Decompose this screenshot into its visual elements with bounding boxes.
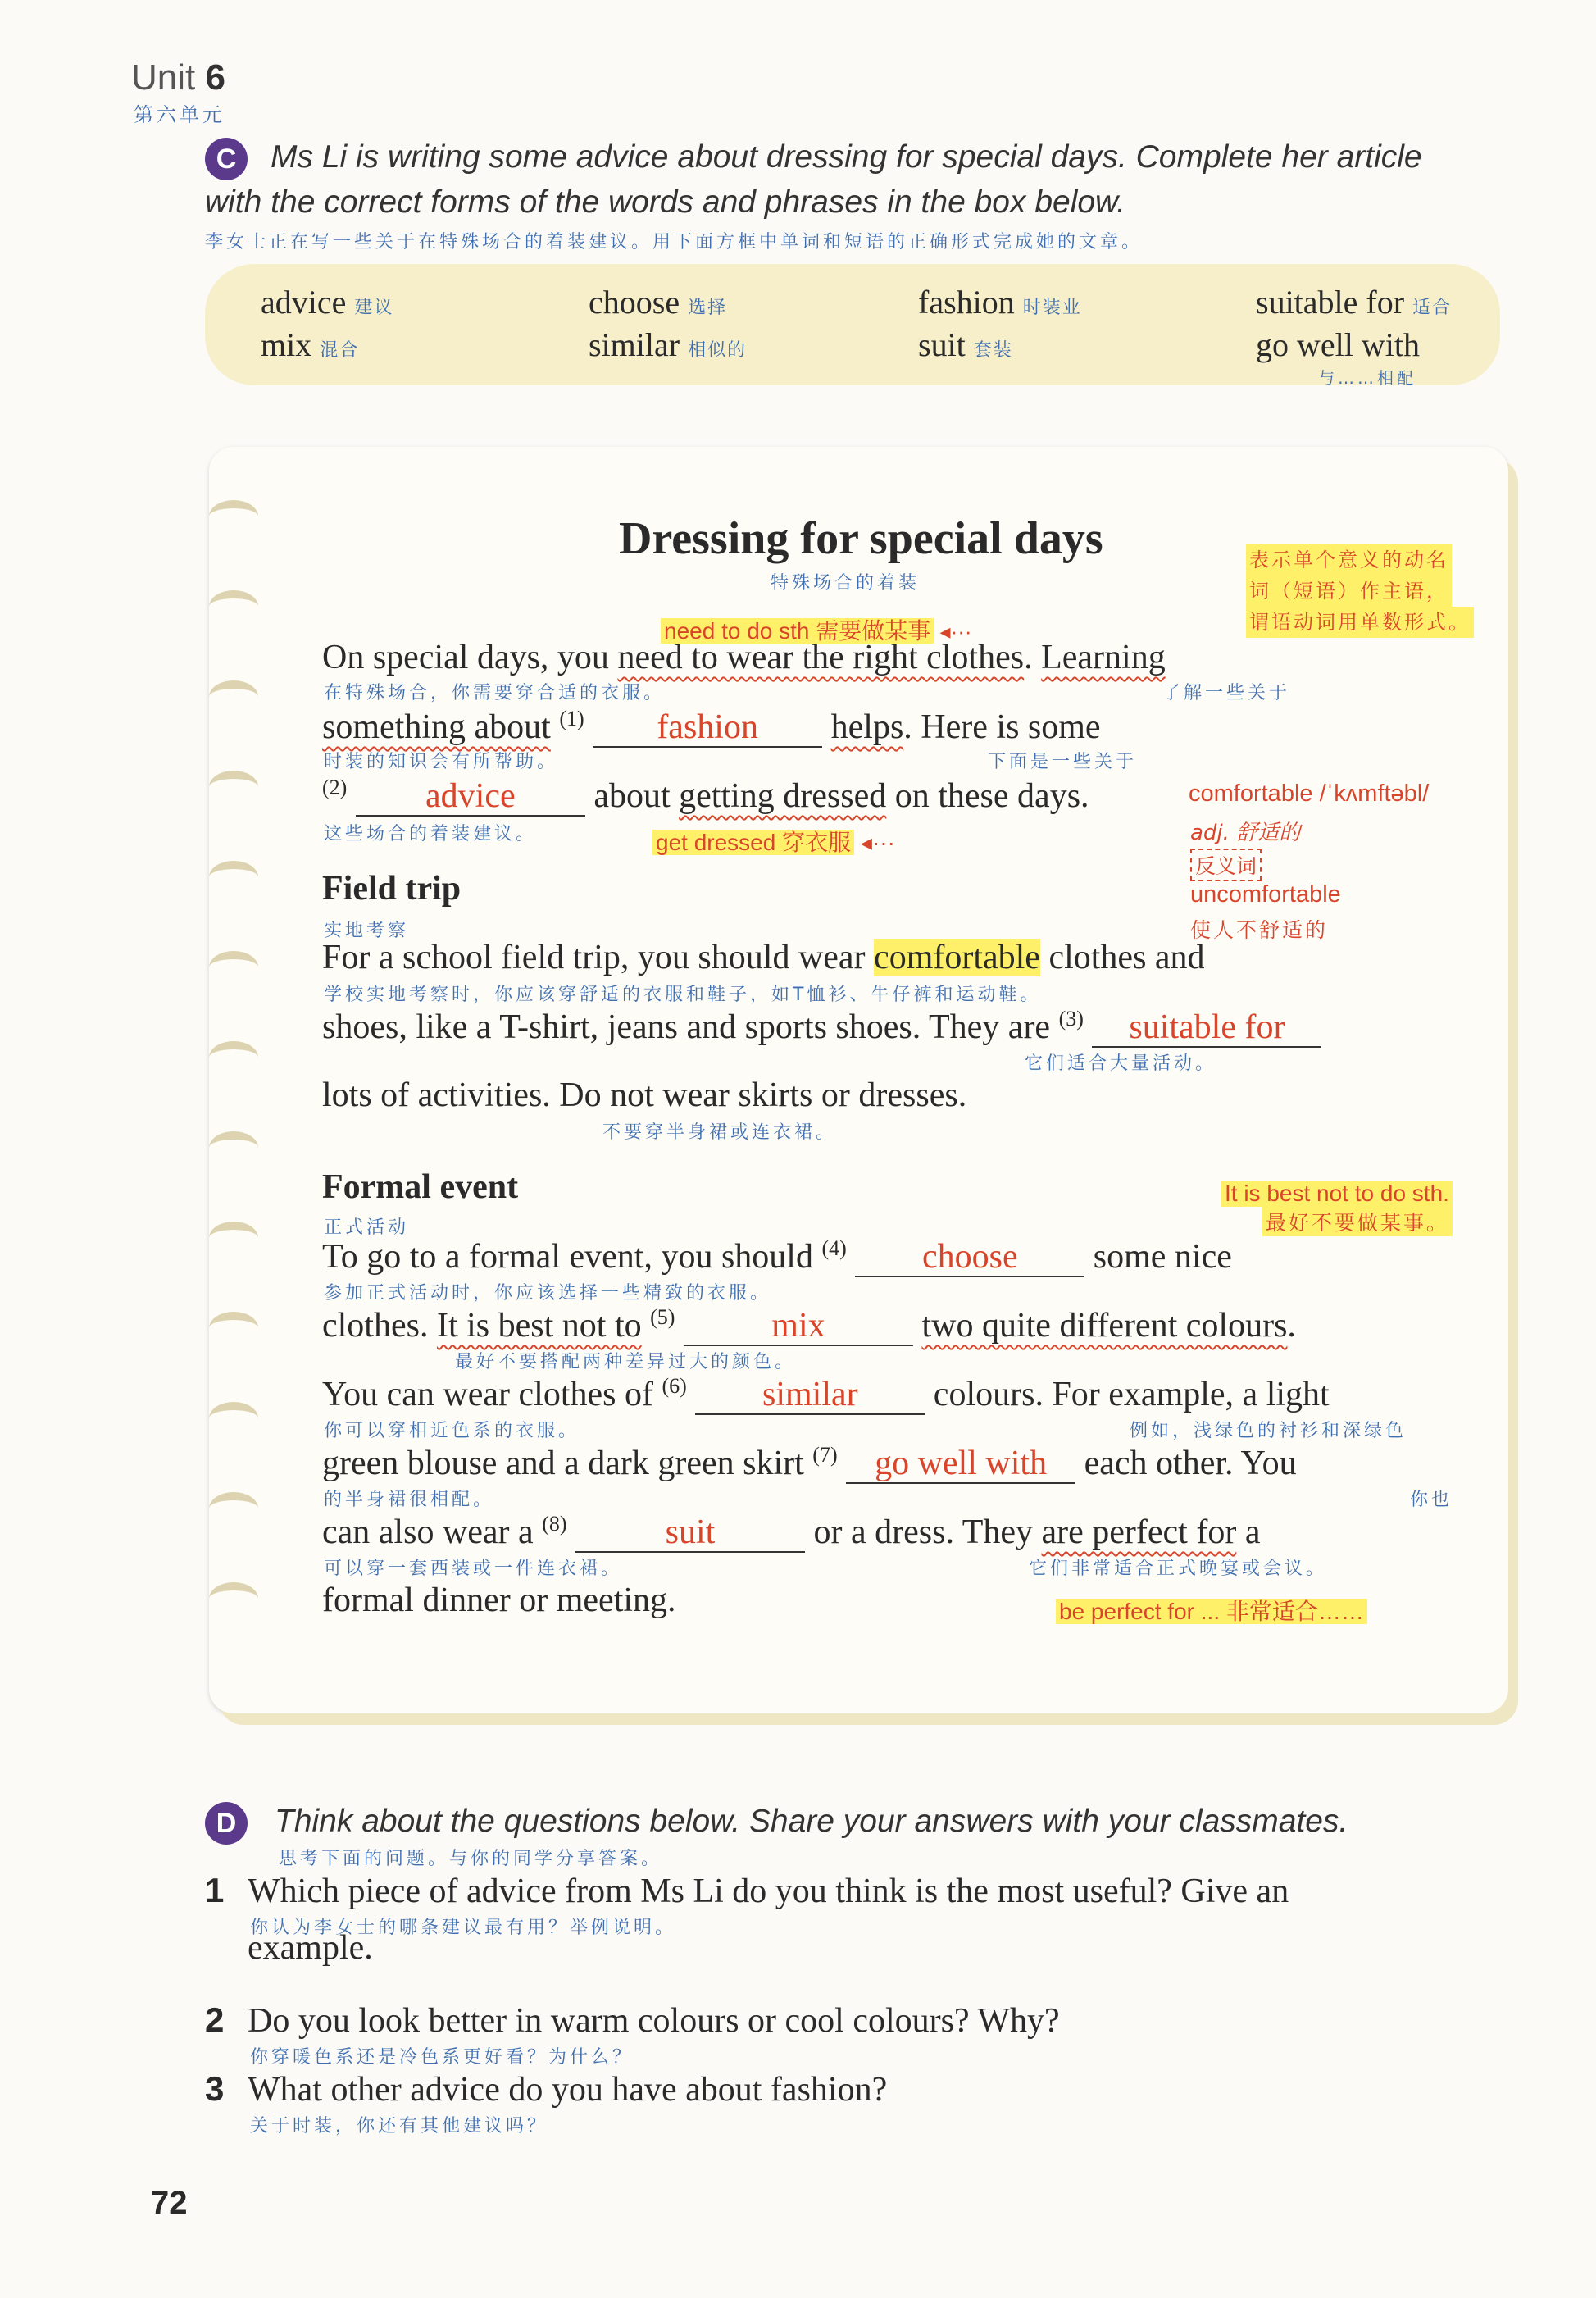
question-1-zh: 你认为李女士的哪条建议最有用？举例说明。 xyxy=(250,1918,677,1938)
formal-line-4: green blouse and a dark green skirt $^{(7)}$ go well with each other. You xyxy=(322,1443,1297,1484)
intro-zh-2b: 下面是一些关于 xyxy=(988,752,1138,772)
section-c-instruction-zh: 李女士正在写一些关于在特殊场合的着装建议。用下面方框中单词和短语的正确形式完成她的文章。 xyxy=(205,232,1144,253)
heading-formal-event: Formal event xyxy=(322,1168,519,1206)
spiral-binding xyxy=(209,500,275,1648)
field-line-1: For a school field trip, you should wear comfortable clothes and xyxy=(322,939,1205,976)
note-uncomfortable-zh: 使人不舒适的 xyxy=(1190,918,1329,942)
word-advice: advice 建议 xyxy=(261,284,394,321)
field-zh-1: 学校实地考察时，你应该穿舒适的衣服和鞋子，如T恤衫、牛仔裤和运动鞋。 xyxy=(324,985,1042,1005)
field-line-3: lots of activities. Do not wear skirts or dresses. xyxy=(322,1076,967,1114)
question-3: 3 What other advice do you have about fashion? xyxy=(205,2069,888,2109)
word-choose: choose 选择 xyxy=(589,284,728,321)
question-2-zh: 你穿暖色系还是冷色系更好看？为什么？ xyxy=(250,2047,634,2068)
answer-3[interactable]: suitable for xyxy=(1092,1008,1321,1048)
word-similar: similar 相似的 xyxy=(589,326,748,363)
unit-number: 6 xyxy=(205,57,225,98)
intro-line-2: something about $^{(1)}$ fashion helps. Here is some xyxy=(322,707,1101,748)
note-need-to: need to do sth 需要做某事 ◂··· xyxy=(661,613,972,646)
section-d-instruction-zh: 思考下面的问题。与你的同学分享答案。 xyxy=(279,1849,663,1869)
note-comfortable: comfortable /ˈkʌmftəbl/ xyxy=(1189,780,1430,807)
answer-7[interactable]: go well with xyxy=(846,1445,1075,1484)
word-suit: suit 套装 xyxy=(918,326,1013,363)
page-number: 72 xyxy=(151,2185,188,2221)
article-title-zh: 特殊场合的着装 xyxy=(771,573,921,594)
formal-zh-4b: 你也 xyxy=(1410,1490,1453,1510)
answer-2[interactable]: advice xyxy=(356,777,585,817)
note-get-dressed: get dressed 穿衣服 ◂··· xyxy=(652,825,895,858)
heading-field-trip: Field trip xyxy=(322,870,462,908)
formal-line-5: can also wear a $^{(8)}$ suit or a dress. They are perfect for a xyxy=(322,1512,1260,1553)
question-3-zh: 关于时装，你还有其他建议吗？ xyxy=(250,2116,549,2136)
intro-line-1: On special days, you need to wear the right clothes. Learning xyxy=(322,639,1166,676)
question-2: 2 Do you look better in warm colours or cool colours? Why? xyxy=(205,2000,1060,2040)
heading-field-trip-zh: 实地考察 xyxy=(324,921,410,941)
formal-line-6: formal dinner or meeting. xyxy=(322,1581,676,1619)
formal-zh-1: 参加正式活动时，你应该选择一些精致的衣服。 xyxy=(324,1283,772,1304)
intro-zh-1b: 了解一些关于 xyxy=(1162,683,1291,703)
formal-line-3: You can wear clothes of $^{(6)}$ similar colours. For example, a light xyxy=(322,1374,1330,1415)
heading-formal-event-zh: 正式活动 xyxy=(324,1217,410,1238)
answer-5[interactable]: mix xyxy=(684,1307,913,1346)
note-gerund: 表示单个意义的动名 词（短语）作主语， 谓语动词用单数形式。 xyxy=(1246,544,1474,638)
answer-1[interactable]: fashion xyxy=(593,708,822,748)
formal-zh-3: 你可以穿相近色系的衣服。 xyxy=(324,1421,580,1441)
word-go-well-with: go well with xyxy=(1256,326,1420,363)
intro-line-3: $^{(2)}$ advice about getting dressed on these days. xyxy=(322,776,1089,817)
word-mix: mix 混合 xyxy=(261,326,360,363)
answer-8[interactable]: suit xyxy=(575,1513,805,1553)
note-perfect-for: be perfect for ... 非常适合…… xyxy=(1056,1594,1367,1627)
section-c-instruction-2: with the correct forms of the words and phrases in the box below. xyxy=(205,184,1125,220)
formal-zh-5: 可以穿一套西装或一件连衣裙。 xyxy=(324,1559,623,1579)
unit-word: Unit xyxy=(131,57,196,98)
word-suitable-for: suitable for 适合 xyxy=(1256,284,1453,321)
field-zh-3: 不要穿半身裙或连衣裙。 xyxy=(602,1122,838,1143)
section-c-badge: C xyxy=(205,138,248,180)
word-fashion: fashion 时装业 xyxy=(918,284,1082,321)
field-line-2: shoes, like a T-shirt, jeans and sports shoes. They are $^{(3)}$ suitable for xyxy=(322,1007,1321,1048)
section-c-instruction-1: Ms Li is writing some advice about dressing for special days. Complete her article xyxy=(271,139,1422,175)
formal-zh-3b: 例如，浅绿色的衬衫和深绿色 xyxy=(1130,1421,1407,1441)
formal-zh-2: 最好不要搭配两种差异过大的颜色。 xyxy=(455,1352,797,1372)
question-1-cont: example. xyxy=(248,1929,373,1967)
formal-zh-5b: 它们非常适合正式晚宴或会议。 xyxy=(1029,1559,1328,1579)
question-1: 1 Which piece of advice from Ms Li do you think is the most useful? Give an xyxy=(205,1871,1289,1910)
answer-6[interactable]: similar xyxy=(695,1376,925,1415)
unit-zh: 第六单元 xyxy=(134,103,225,126)
section-d-badge: D xyxy=(205,1802,248,1845)
formal-line-2: clothes. It is best not to $^{(5)}$ mix two quite different colours. xyxy=(322,1305,1296,1346)
intro-zh-2: 时装的知识会有所帮助。 xyxy=(324,752,559,772)
formal-zh-4: 的半身裙很相配。 xyxy=(324,1490,495,1510)
note-best-not: It is best not to do sth. 最好不要做某事。 xyxy=(1221,1181,1453,1236)
unit-label xyxy=(131,57,225,98)
word-go-well-with-zh: 与……相配 xyxy=(1318,368,1416,388)
formal-line-1: To go to a formal event, you should $^{(4)}$ choose some nice xyxy=(322,1236,1232,1277)
answer-4[interactable]: choose xyxy=(855,1238,1084,1277)
intro-zh-1: 在特殊场合，你需要穿合适的衣服。 xyxy=(324,683,666,703)
field-zh-2: 它们适合大量活动。 xyxy=(1025,1053,1217,1074)
note-comfortable-adj: adj. 舒适的 xyxy=(1190,821,1301,845)
note-uncomfortable: uncomfortable xyxy=(1190,881,1341,908)
intro-zh-3: 这些场合的着装建议。 xyxy=(324,824,538,844)
note-antonym: 反义词 xyxy=(1190,849,1262,881)
section-d-instruction: Think about the questions below. Share your answers with your classmates. xyxy=(275,1804,1348,1839)
article-title: Dressing for special days xyxy=(619,513,1103,564)
